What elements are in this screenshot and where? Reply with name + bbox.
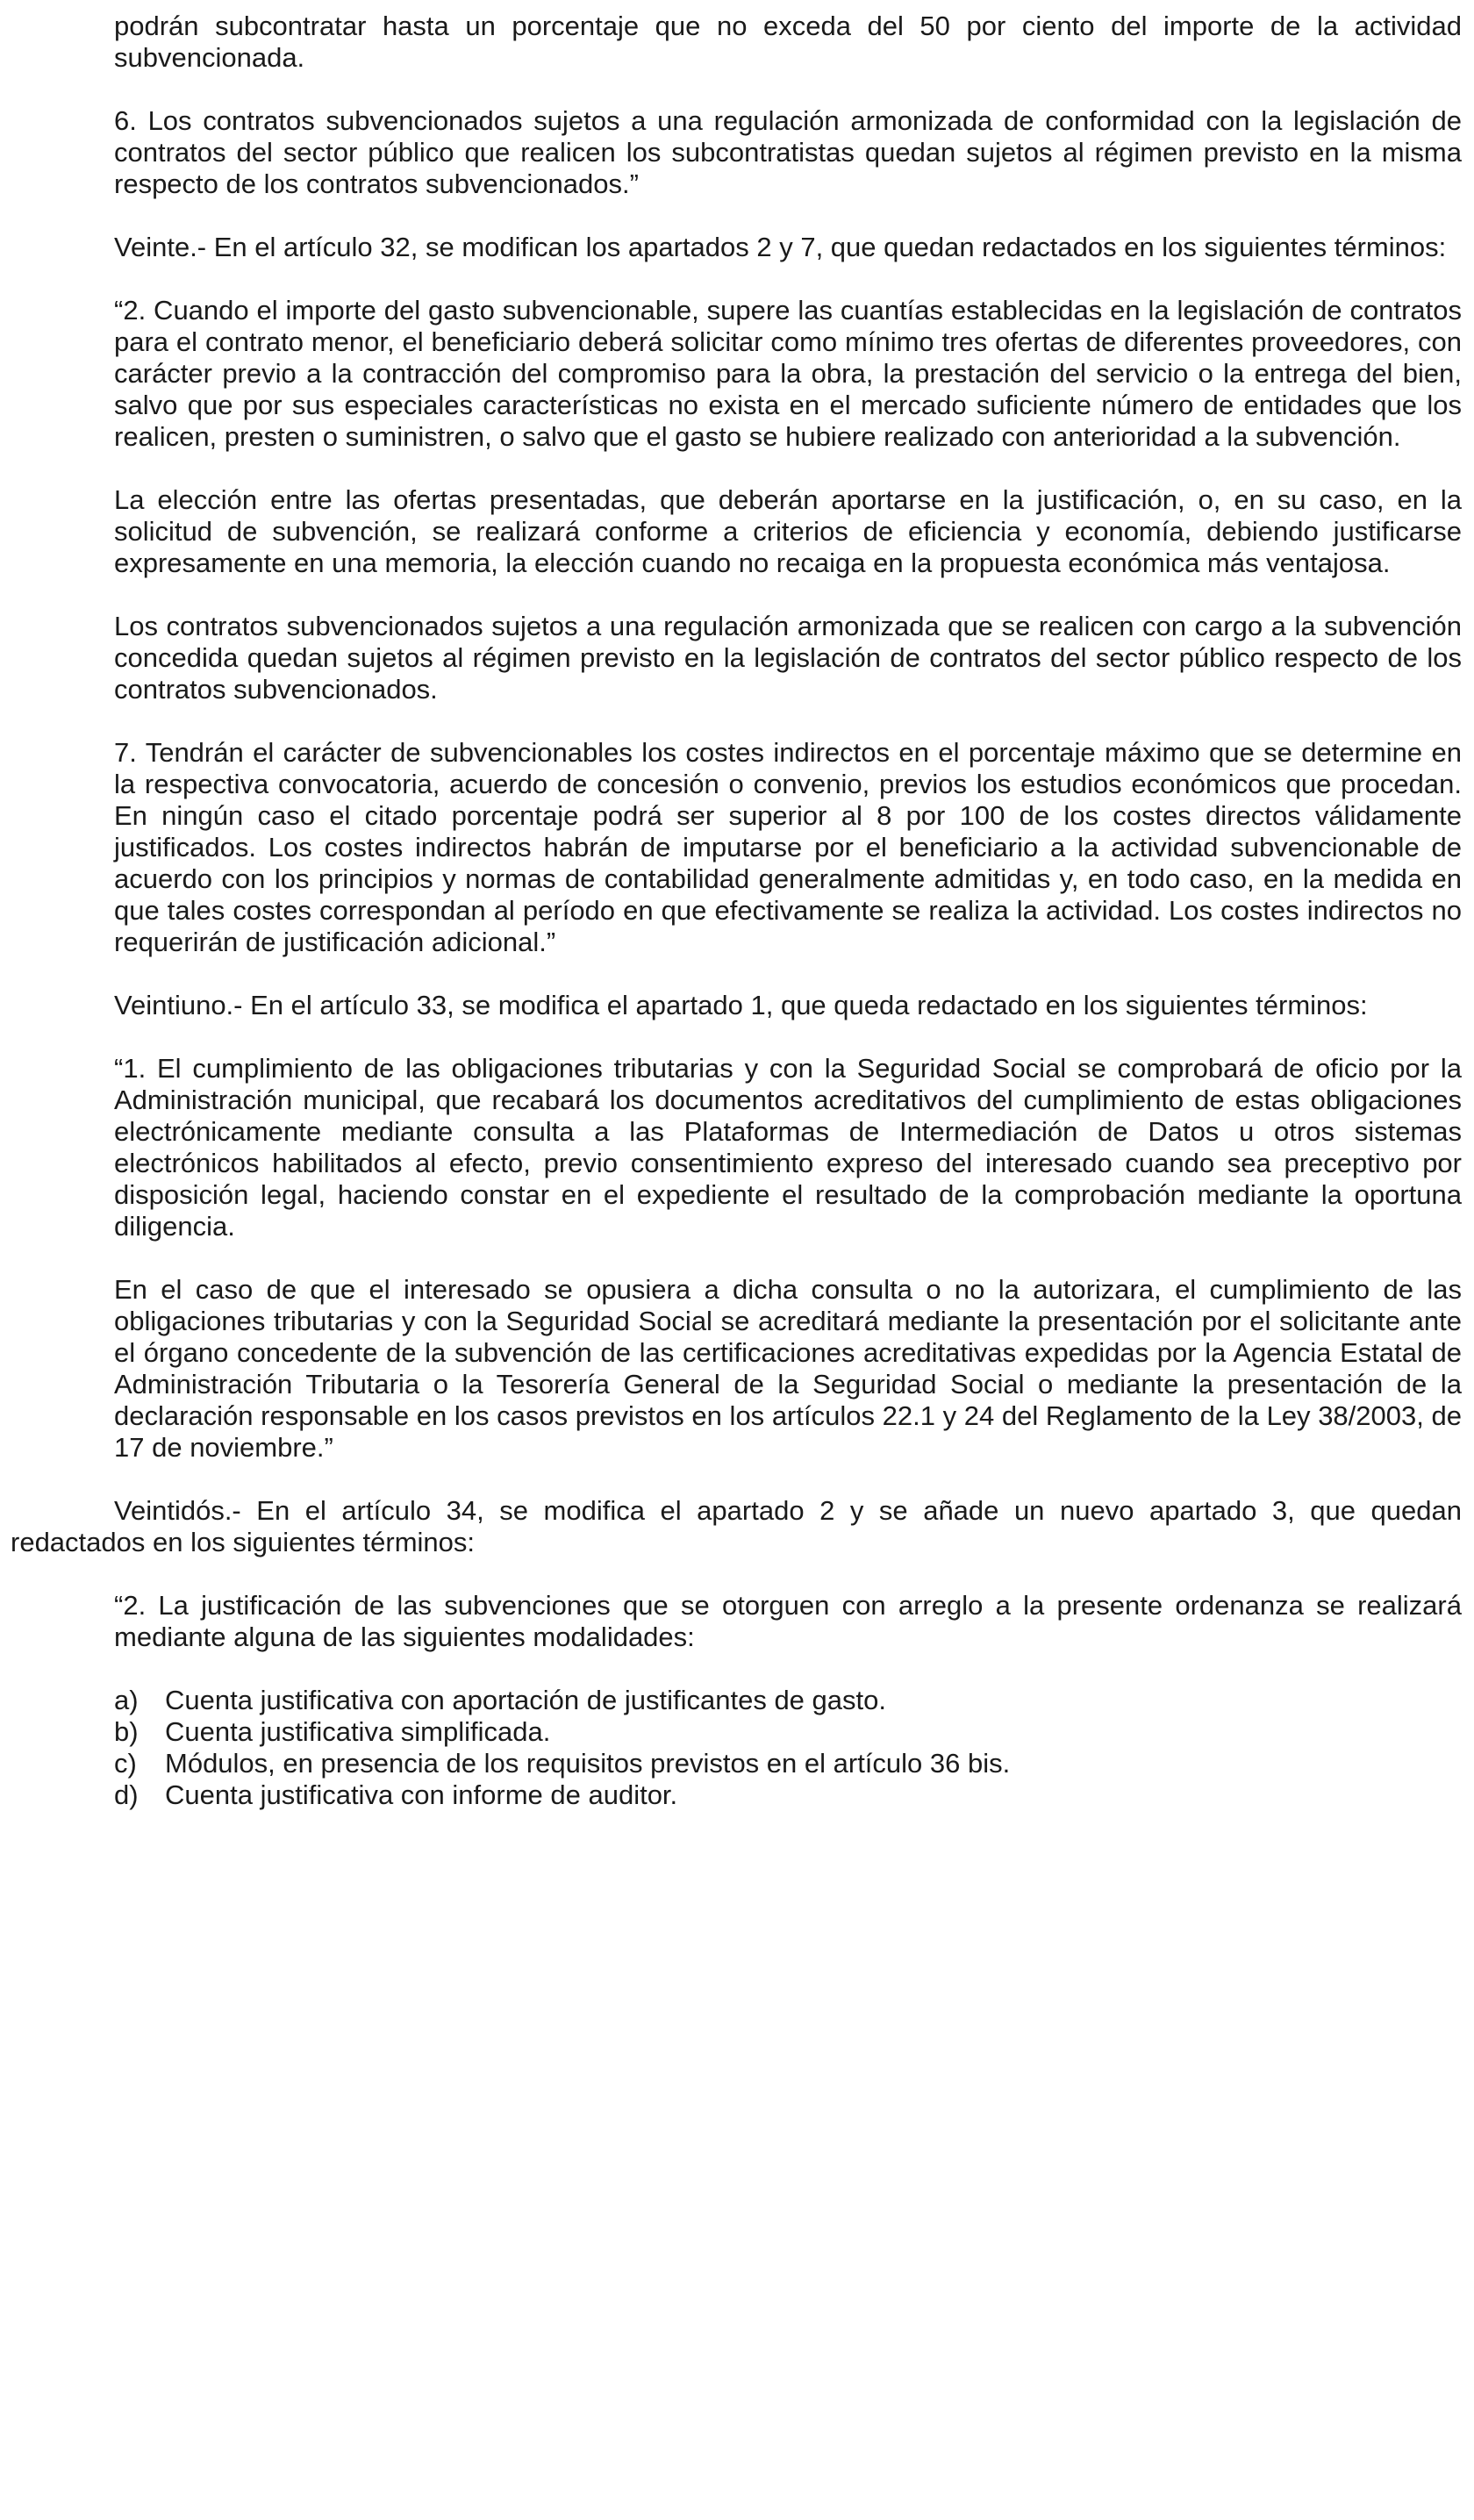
list-item-label: a) [114, 1685, 139, 1715]
quoted-paragraph: 7. Tendrán el carácter de subvencionables los costes indirectos en el porcentaje máximo que se determine en la respectiva convocatoria, acuerdo de concesión o convenio, previos los estudios económicos que procedan. En ningún caso el citado porcentaje podrá ser superior al 8 por 100 de los costes directos válidamente justificados. Los costes indirectos habrán de imputarse por el beneficiario a la actividad subvencionable de acuerdo con los principios y normas de contabilidad generalmente admitidas y, en todo caso, en la medida en que tales costes correspondan al período en que efectivamente se realiza la actividad. Los costes indirectos no requerirán de justificación adicional.” [114, 737, 1462, 957]
list-item-label: b) [114, 1716, 139, 1747]
list-item-text: Cuenta justificativa simplificada. [165, 1716, 551, 1747]
list-item-label: c) [114, 1748, 137, 1779]
list-item [114, 1748, 1462, 1779]
quoted-paragraph: La elección entre las ofertas presentadas, que deberán aportarse en la justificación, o, en su caso, en la solicitud de subvención, se realizará conforme a criterios de eficiencia y economía, debiendo justificarse expresamente en una memoria, la elección cuando no recaiga en la propuesta económica más ventajosa. [114, 484, 1462, 578]
quoted-paragraph: podrán subcontratar hasta un porcentaje que no exceda del 50 por ciento del importe de la actividad subvencionada. [114, 11, 1462, 73]
quoted-paragraph: 6. Los contratos subvencionados sujetos a una regulación armonizada de conformidad con la legislación de contratos del sector público que realicen los subcontratistas quedan sujetos al régimen previsto en la misma respecto de los contratos subvencionados.” [114, 105, 1462, 199]
quoted-paragraph: “2. La justificación de las subvenciones que se otorguen con arreglo a la presente ordenanza se realizará mediante alguna de las siguientes modalidades: [114, 1590, 1462, 1652]
quoted-paragraph: “2. Cuando el importe del gasto subvencionable, supere las cuantías establecidas en la legislación de contratos para el contrato menor, el beneficiario deberá solicitar como mínimo tres ofertas de diferentes proveedores, con carácter previo a la contracción del compromiso para la obra, la prestación del servicio o la entrega del bien, salvo que por sus especiales características no exista en el mercado suficiente número de entidades que los realicen, presten o suministren, o salvo que el gasto se hubiere realizado con anterioridad a la subvención. [114, 295, 1462, 452]
list-item [114, 1716, 1462, 1748]
modalities-list [11, 1685, 1462, 1811]
article-intro-paragraph: Veintidós.- En el artículo 34, se modifica el apartado 2 y se añade un nuevo apartado 3, que quedan redactados en los siguientes términos: [11, 1495, 1462, 1557]
document-body [11, 11, 1462, 1653]
quoted-paragraph: “1. El cumplimiento de las obligaciones tributarias y con la Seguridad Social se comprobará de oficio por la Administración municipal, que recabará los documentos acreditativos del cumplimiento de estas obligaciones electrónicamente mediante consulta a las Plataformas de Intermediación de Datos u otros sistemas electrónicos habilitados al efecto, previo consentimiento expreso del interesado cuando sea preceptivo por disposición legal, haciendo constar en el expediente el resultado de la comprobación mediante la oportuna diligencia. [114, 1053, 1462, 1242]
list-item [114, 1779, 1462, 1811]
list-item-text: Cuenta justificativa con informe de auditor. [165, 1779, 678, 1810]
list-item-text: Cuenta justificativa con aportación de justificantes de gasto. [165, 1685, 886, 1715]
list-item-label: d) [114, 1779, 139, 1810]
article-intro-paragraph: Veintiuno.- En el artículo 33, se modifica el apartado 1, que queda redactado en los siguientes términos: [114, 990, 1368, 1020]
article-intro-paragraph: Veinte.- En el artículo 32, se modifican los apartados 2 y 7, que quedan redactados en los siguientes términos: [114, 232, 1447, 262]
quoted-paragraph: En el caso de que el interesado se opusiera a dicha consulta o no la autorizara, el cumplimiento de las obligaciones tributarias y con la Seguridad Social se acreditará mediante la presentación por el solicitante ante el órgano concedente de la subvención de las certificaciones acreditativas expedidas por la Agencia Estatal de Administración Tributaria o la Tesorería General de la Seguridad Social o mediante la presentación de la declaración responsable en los casos previstos en los artículos 22.1 y 24 del Reglamento de la Ley 38/2003, de 17 de noviembre.” [114, 1274, 1462, 1463]
list-item [114, 1685, 1462, 1716]
quoted-paragraph: Los contratos subvencionados sujetos a una regulación armonizada que se realicen con cargo a la subvención concedida quedan sujetos al régimen previsto en la legislación de contratos del sector público respecto de los contratos subvencionados. [114, 611, 1462, 705]
list-item-text: Módulos, en presencia de los requisitos previstos en el artículo 36 bis. [165, 1748, 1011, 1779]
